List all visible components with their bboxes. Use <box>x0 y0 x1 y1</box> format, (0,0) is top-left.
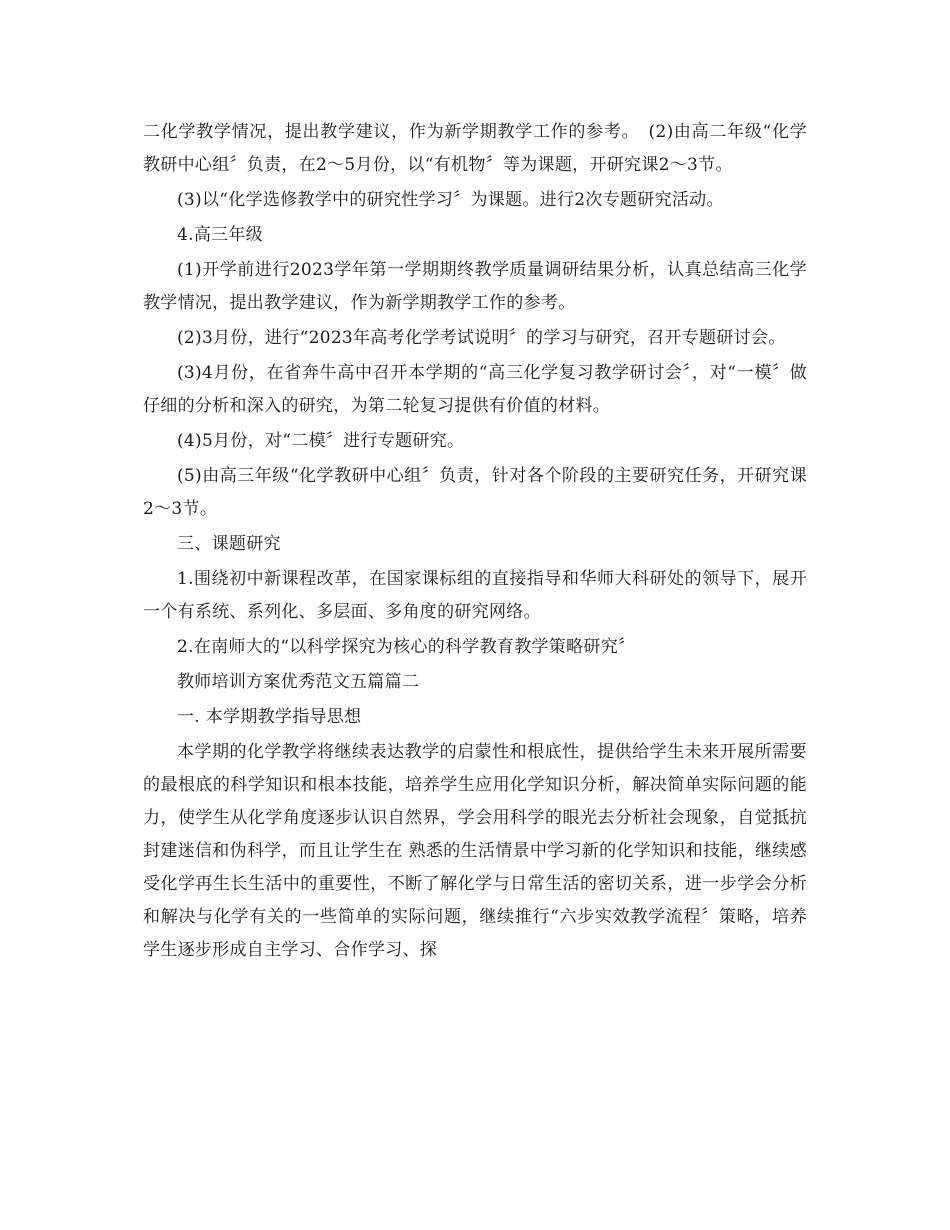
paragraph: 1.围绕初中新课程改革，在国家课标组的直接指导和华师大科研处的领导下，展开一个有系统、系列化、多层面、多角度的研究网络。 <box>143 569 807 622</box>
paragraph: (3)以“化学选修教学中的研究性学习〞为课题。进行2次专题研究活动。 <box>177 190 724 210</box>
section-heading-guiding-ideology: 一. 本学期教学指导思想 <box>177 707 362 727</box>
paragraph: 本学期的化学教学将继续表达教学的启蒙性和根底性，提供给学生未来开展所需要的最根底的科学知识和根本技能，培养学生应用化学知识分析，解决简单实际问题的能力，使学生从化学角度逐步认识自然界，学会用科学的眼光去分析社会现象，自觉抵抗封建迷信和伪科学，而且让学生在 熟悉的生活情景中学习新的化学知识和技能，继续感受化学再生长生活中的重要性，不断了解化学与日常生活的密切关系，进一步学会分析和解决与化学有关的一些简单的实际问题，继续推行“六步实效教学流程〞策略，培养学生逐步形成自主学习、合作学习、探 <box>143 742 807 960</box>
paragraph: (2)3月份，进行“2023年高考化学考试说明〞的学习与研究，召开专题研讨会。 <box>177 328 786 348</box>
paragraph: (5)由高三年级“化学教研中心组〞负责，针对各个阶段的主要研究任务，开研究课2～3节。 <box>143 466 807 519</box>
paragraph-continued: 二化学教学情况，提出教学建议，作为新学期教学工作的参考。 (2)由高二年级“化学教研中心组〞负责，在2～5月份，以“有机物〞等为课题，开研究课2～3节。 <box>143 122 807 175</box>
paragraph: (3)4月份，在省奔牛高中召开本学期的“高三化学复习教学研讨会〞，对“一模〞做仔细的分析和深入的研究，为第二轮复习提供有价值的材料。 <box>143 363 807 416</box>
article-title: 教师培训方案优秀范文五篇篇二 <box>177 672 420 692</box>
paragraph: 2.在南师大的“以科学探究为核心的科学教育教学策略研究〞 <box>177 637 636 657</box>
paragraph: (4)5月份，对“二模〞进行专题研究。 <box>177 431 465 451</box>
paragraph: (1)开学前进行2023学年第一学期期终教学质量调研结果分析，认真总结高三化学教学情况，提出教学建议，作为新学期教学工作的参考。 <box>143 260 807 313</box>
section-heading-grade-three: 4.高三年级 <box>177 225 264 245</box>
document-body <box>143 116 807 969</box>
section-heading-topic-research: 三、课题研究 <box>177 534 281 554</box>
